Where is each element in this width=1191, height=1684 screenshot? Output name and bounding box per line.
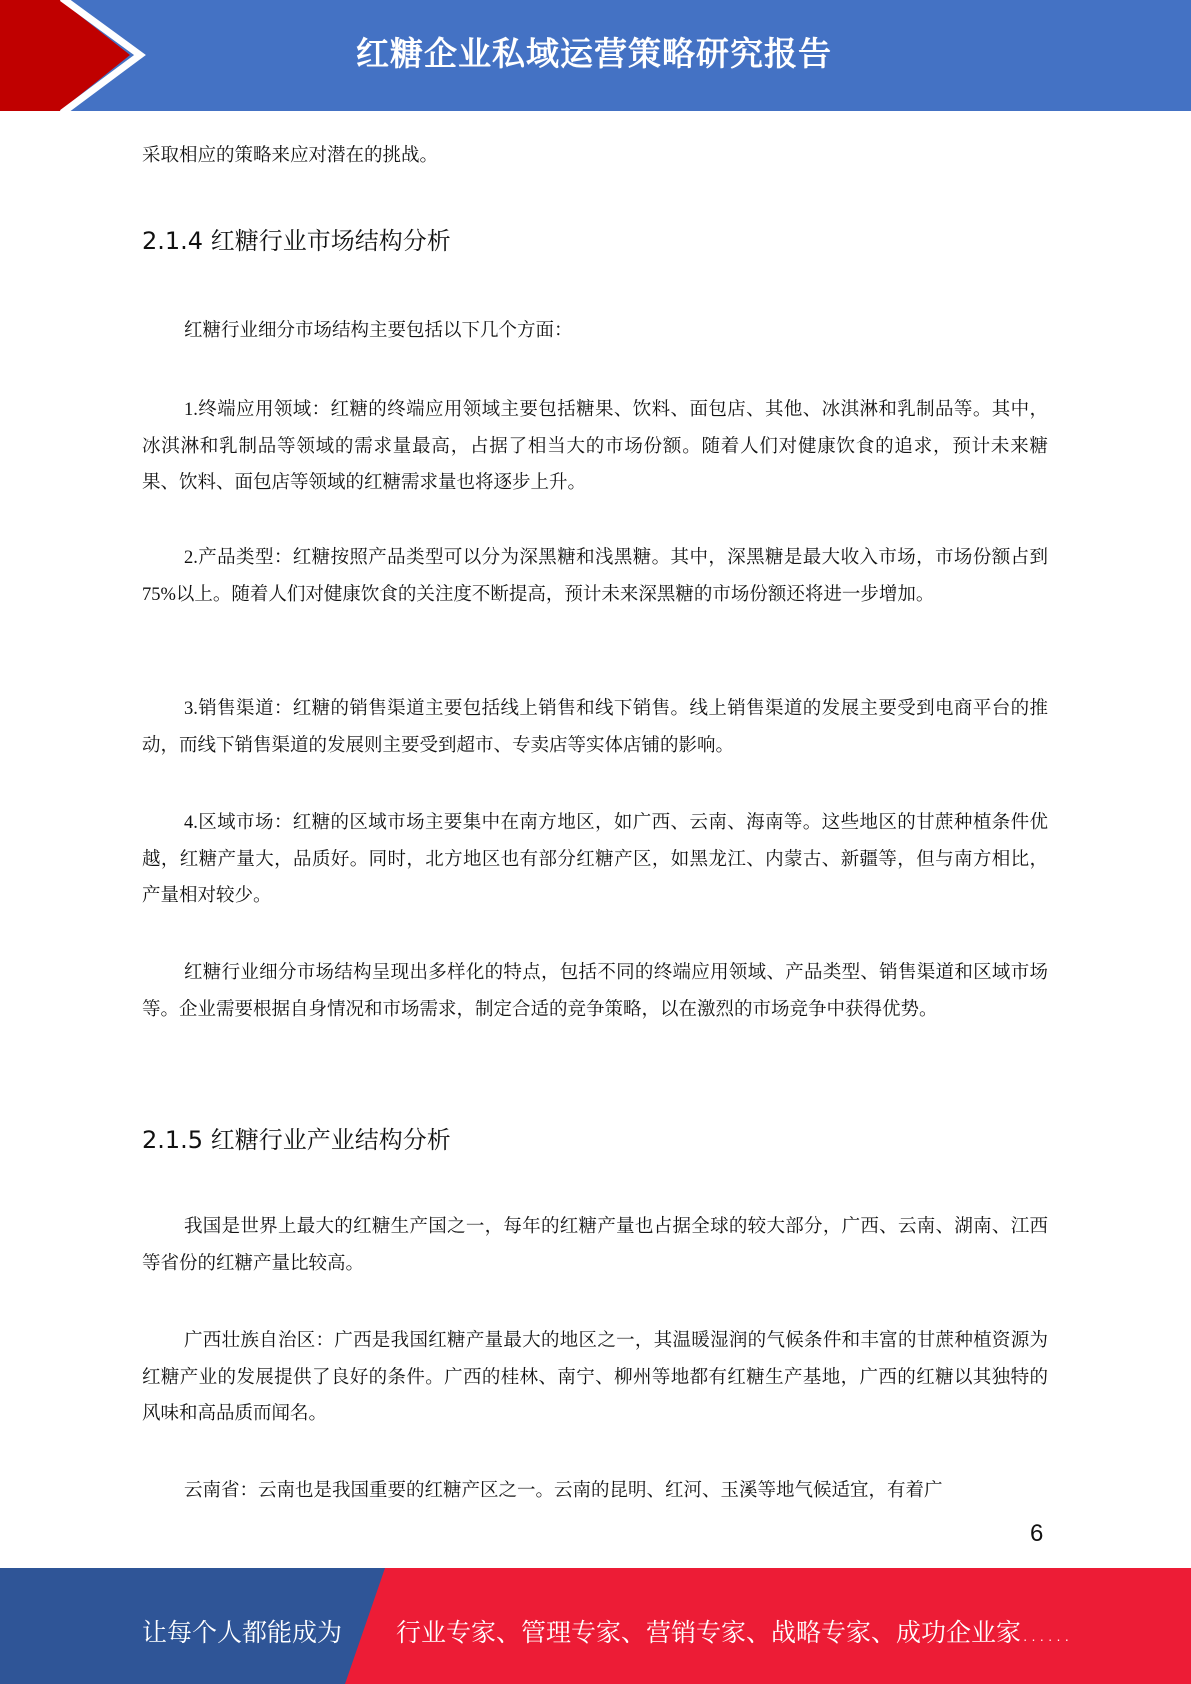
section-heading-2-1-5: 2.1.5 红糖行业产业结构分析	[142, 1126, 451, 1154]
paragraph: 红糖行业细分市场结构呈现出多样化的特点，包括不同的终端应用领域、产品类型、销售渠道和区域市场等。企业需要根据自身情况和市场需求，制定合适的竞争策略，以在激烈的市场竞争中获得优势。	[142, 963, 1048, 1020]
page-header	[0, 0, 1191, 111]
paragraph: 1.终端应用领域：红糖的终端应用领域主要包括糖果、饮料、面包店、其他、冰淇淋和乳制品等。其中，冰淇淋和乳制品等领域的需求量最高，占据了相当大的市场份额。随着人们对健康饮食的追求，预计未来糖果、饮料、面包店等领域的红糖需求量也将逐步上升。	[142, 400, 1048, 494]
chevron-decoration-icon	[0, 0, 160, 111]
footer-slogan-right: 行业专家、管理专家、营销专家、战略专家、成功企业家……	[396, 1618, 1072, 1647]
paragraph: 我国是世界上最大的红糖生产国之一，每年的红糖产量也占据全球的较大部分，广西、云南、湖南、江西等省份的红糖产量比较高。	[142, 1217, 1048, 1274]
page-number: 6	[1030, 1520, 1044, 1547]
paragraph: 云南省：云南也是我国重要的红糖产区之一。云南的昆明、红河、玉溪等地气候适宜，有着广	[184, 1481, 943, 1501]
page-footer	[0, 1568, 1191, 1684]
paragraph: 3.销售渠道：红糖的销售渠道主要包括线上销售和线下销售。线上销售渠道的发展主要受到电商平台的推动，而线下销售渠道的发展则主要受到超市、专卖店等实体店铺的影响。	[142, 699, 1048, 756]
section-heading-2-1-4: 2.1.4 红糖行业市场结构分析	[142, 227, 451, 255]
footer-slogan-left: 让每个人都能成为	[142, 1618, 343, 1647]
paragraph: 2.产品类型：红糖按照产品类型可以分为深黑糖和浅黑糖。其中，深黑糖是最大收入市场，市场份额占到 75%以上。随着人们对健康饮食的关注度不断提高，预计未来深黑糖的市场份额还将进一步增加。	[142, 548, 1048, 605]
paragraph: 4.区域市场：红糖的区域市场主要集中在南方地区，如广西、云南、海南等。这些地区的甘蔗种植条件优越，红糖产量大，品质好。同时，北方地区也有部分红糖产区，如黑龙江、内蒙古、新疆等，但与南方相比，产量相对较少。	[142, 813, 1048, 907]
paragraph: 红糖行业细分市场结构主要包括以下几个方面：	[184, 321, 573, 341]
report-title: 红糖企业私域运营策略研究报告	[356, 34, 832, 73]
paragraph: 广西壮族自治区：广西是我国红糖产量最大的地区之一，其温暖湿润的气候条件和丰富的甘蔗种植资源为红糖产业的发展提供了良好的条件。广西的桂林、南宁、柳州等地都有红糖生产基地，广西的红糖以其独特的风味和高品质而闻名。	[142, 1331, 1048, 1425]
intro-text: 采取相应的策略来应对潜在的挑战。	[142, 146, 439, 166]
